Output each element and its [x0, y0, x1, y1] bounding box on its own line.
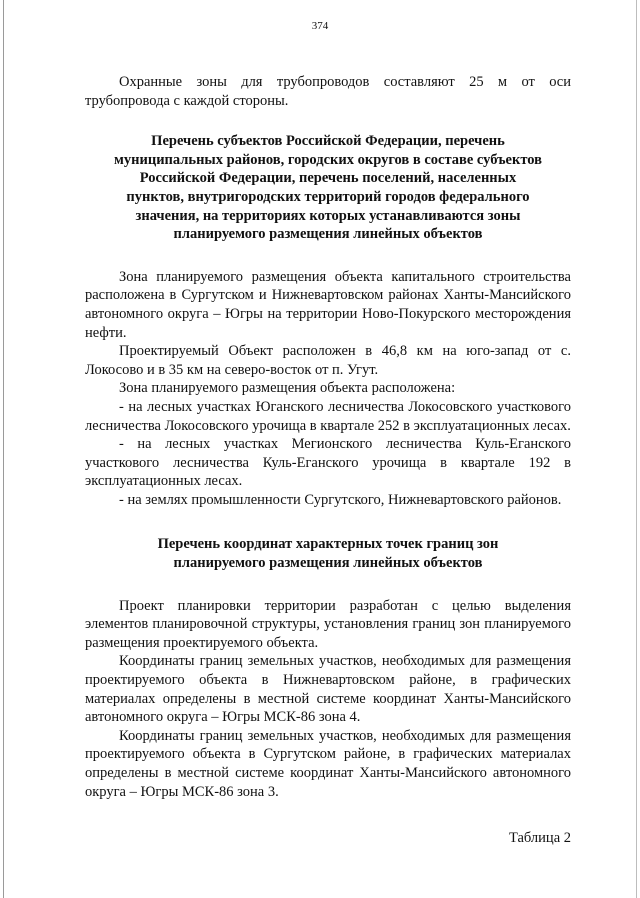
- paragraph-object-location: Проектируемый Объект расположен в 46,8 км на юго-запад от с. Локосово и в 35 км на северо-восток от п. Угут.: [85, 343, 571, 378]
- scan-edge-left: [3, 0, 4, 898]
- list-item-industrial-lands: - на землях промышленности Сургутского, Нижневартовского районов.: [119, 491, 562, 508]
- list-item-yugansk-forestry: - на лесных участках Юганского лесничества Локосовского участкового лесничества Локосовского урочища в квартале 252 в эксплуатационных лесах.: [85, 398, 571, 434]
- table-caption: Таблица 2: [508, 830, 571, 847]
- intro-paragraph: Охранные зоны для трубопроводов составляют 25 м от оси трубопровода с каждой стороны.: [85, 74, 571, 109]
- page-number: 374: [311, 20, 329, 32]
- paragraph-zone-intro: Зона планируемого размещения объекта расположена:: [119, 380, 456, 397]
- paragraph-planning-project: Проект планировки территории разработан с целью выделения элементов планировочной структуры, установления границ зон планируемого размещения проектируемого объекта.: [85, 597, 571, 651]
- list-item-megion-forestry: - на лесных участках Мегионского лесничества Куль-Еганского участкового лесничества Куль-Еганского урочища в квартале 192 в эксплуатационных лесах.: [85, 436, 571, 490]
- scan-edge-right: [636, 0, 637, 898]
- paragraph-surgut-coordinates: Координаты границ земельных участков, необходимых для размещения проектируемого объекта в Сургутском районе, в графических материалах определены в местной системе координат Ханты-Мансийского автономного округа – Югры МСК-86 зона 3.: [85, 727, 571, 800]
- paragraph-nizhnevartovsk-coordinates: Координаты границ земельных участков, необходимых для размещения проектируемого объекта в Нижневартовском районе, в графических материалах определены в местной системе координат Ханты-Мансийского автономного округа – Югры МСК-86 зона 4.: [85, 653, 571, 726]
- paragraph-zone-location: Зона планируемого размещения объекта капитального строительства расположена в Сургутском и Нижневартовском районах Ханты-Мансийского автономного округа – Югры на территории Ново-Покурского месторождения нефти.: [85, 268, 571, 341]
- section-heading-subjects: Перечень субъектов Российской Федерации, перечень муниципальных районов, городских округов в составе субъектов Российской Федерации, перечень поселений, населенных пунктов, внутригородских территорий городов федерального значения, на территориях которых устанавливаются зоны планируемого размещения линейных объектов: [114, 133, 542, 243]
- document-body: [85, 73, 571, 848]
- section-heading-coordinates: Перечень координат характерных точек границ зон планируемого размещения линейных объектов: [157, 536, 499, 572]
